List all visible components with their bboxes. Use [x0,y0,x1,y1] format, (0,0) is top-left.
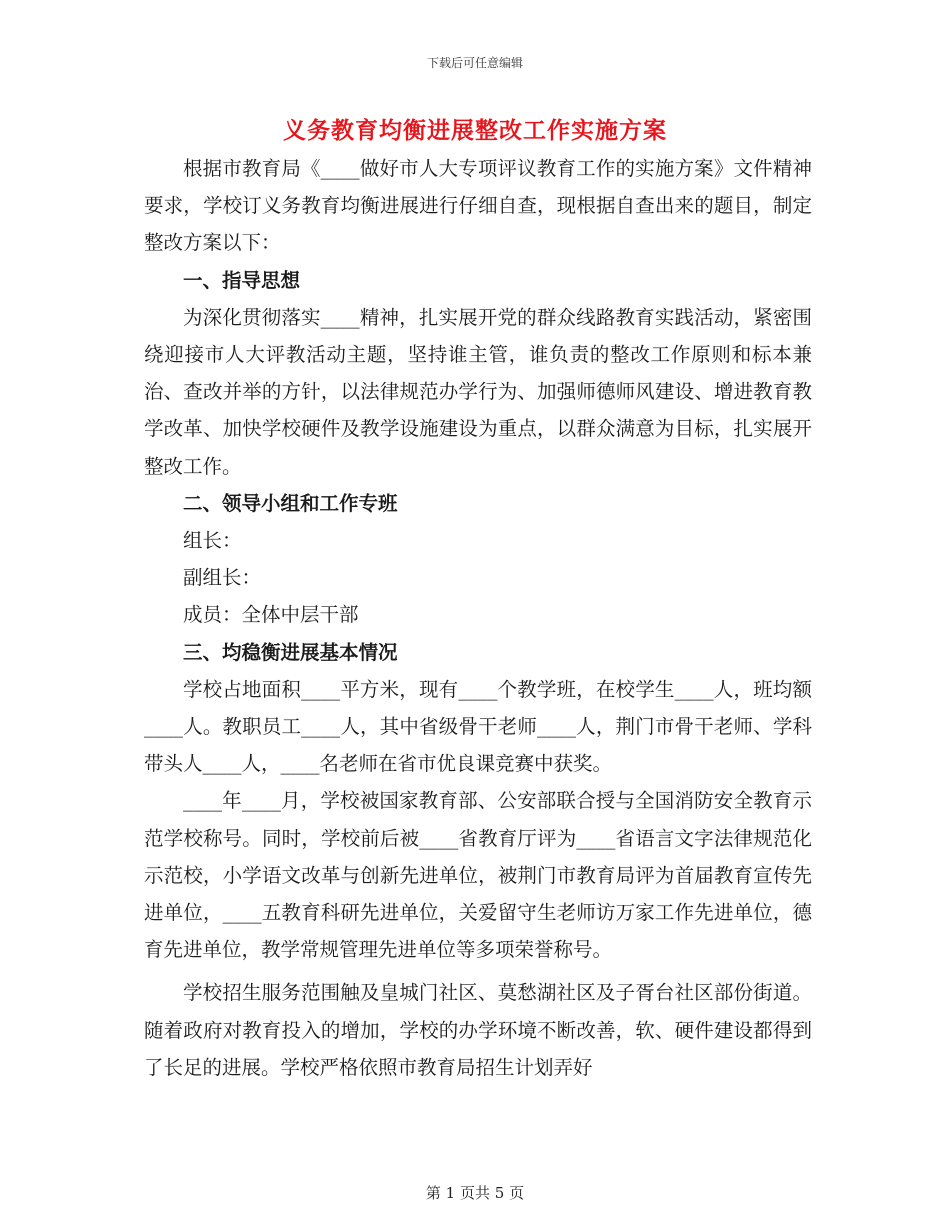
document-body [144,150,812,1086]
section-heading-guiding-ideology: 一、指导思想 [183,268,301,292]
group-leader-line: 组长： [183,529,242,553]
basic-situation-paragraph-2: ____年____月，学校被国家教育部、公安部联合授与全国消防安全教育示范学校称号。同时，学校前后被____省教育厅评为____省语言文字法律规范化示范校，小学语文改革与创新先进单位，被荆门市教育局评为首届教育宣传先进单位，____五教育科研先进单位，关爱留守生老师访万家工作先进单位，德育先进单位，教学常规管理先进单位等多项荣誉称号。 [144,789,812,962]
header-note: 下载后可任意编辑 [426,56,523,70]
basic-situation-paragraph-3: 学校招生服务范围触及皇城门社区、莫愁湖社区及子胥台社区部份街道。随着政府对教育投入的增加，学校的办学环境不断改善，软、硬件建设都得到了长足的进展。学校严格依照市教育局招生计划弄好 [144,981,812,1079]
deputy-leader-line: 副组长： [183,566,262,590]
intro-paragraph: 根据市教育局《____做好市人大专项评议教育工作的实施方案》文件精神要求，学校订义务教育均衡进展进行仔细自查，现根据自查出来的题目，制定整改方案以下： [144,157,812,255]
document-title: 义务教育均衡进展整改工作实施方案 [283,117,667,144]
basic-situation-paragraph-1: 学校占地面积____平方米，现有____个教学班，在校学生____人，班均额____人。教职员工____人，其中省级骨干老师____人，荆门市骨干老师、学科带头人____人，____名老师在省市优良课竞赛中获奖。 [144,677,812,776]
members-line: 成员：全体中层干部 [183,603,359,627]
guiding-ideology-paragraph: 为深化贯彻落实____精神，扎实展开党的群众线路教育实践活动，紧密围绕迎接市人大评教活动主题，坚持谁主管，谁负责的整改工作原则和标本兼治、查改并举的方针，以法律规范办学行为、加强师德师风建设、增进教育教学改革、加快学校硬件及教学设施建设为重点，以群众满意为目标，扎实展开整改工作。 [144,305,812,478]
section-heading-leadership-group: 二、领导小组和工作专班 [183,491,398,515]
page-number: 第 1 页共 5 页 [425,1184,525,1202]
section-heading-basic-situation: 三、均稳衡进展基本情况 [183,640,398,664]
